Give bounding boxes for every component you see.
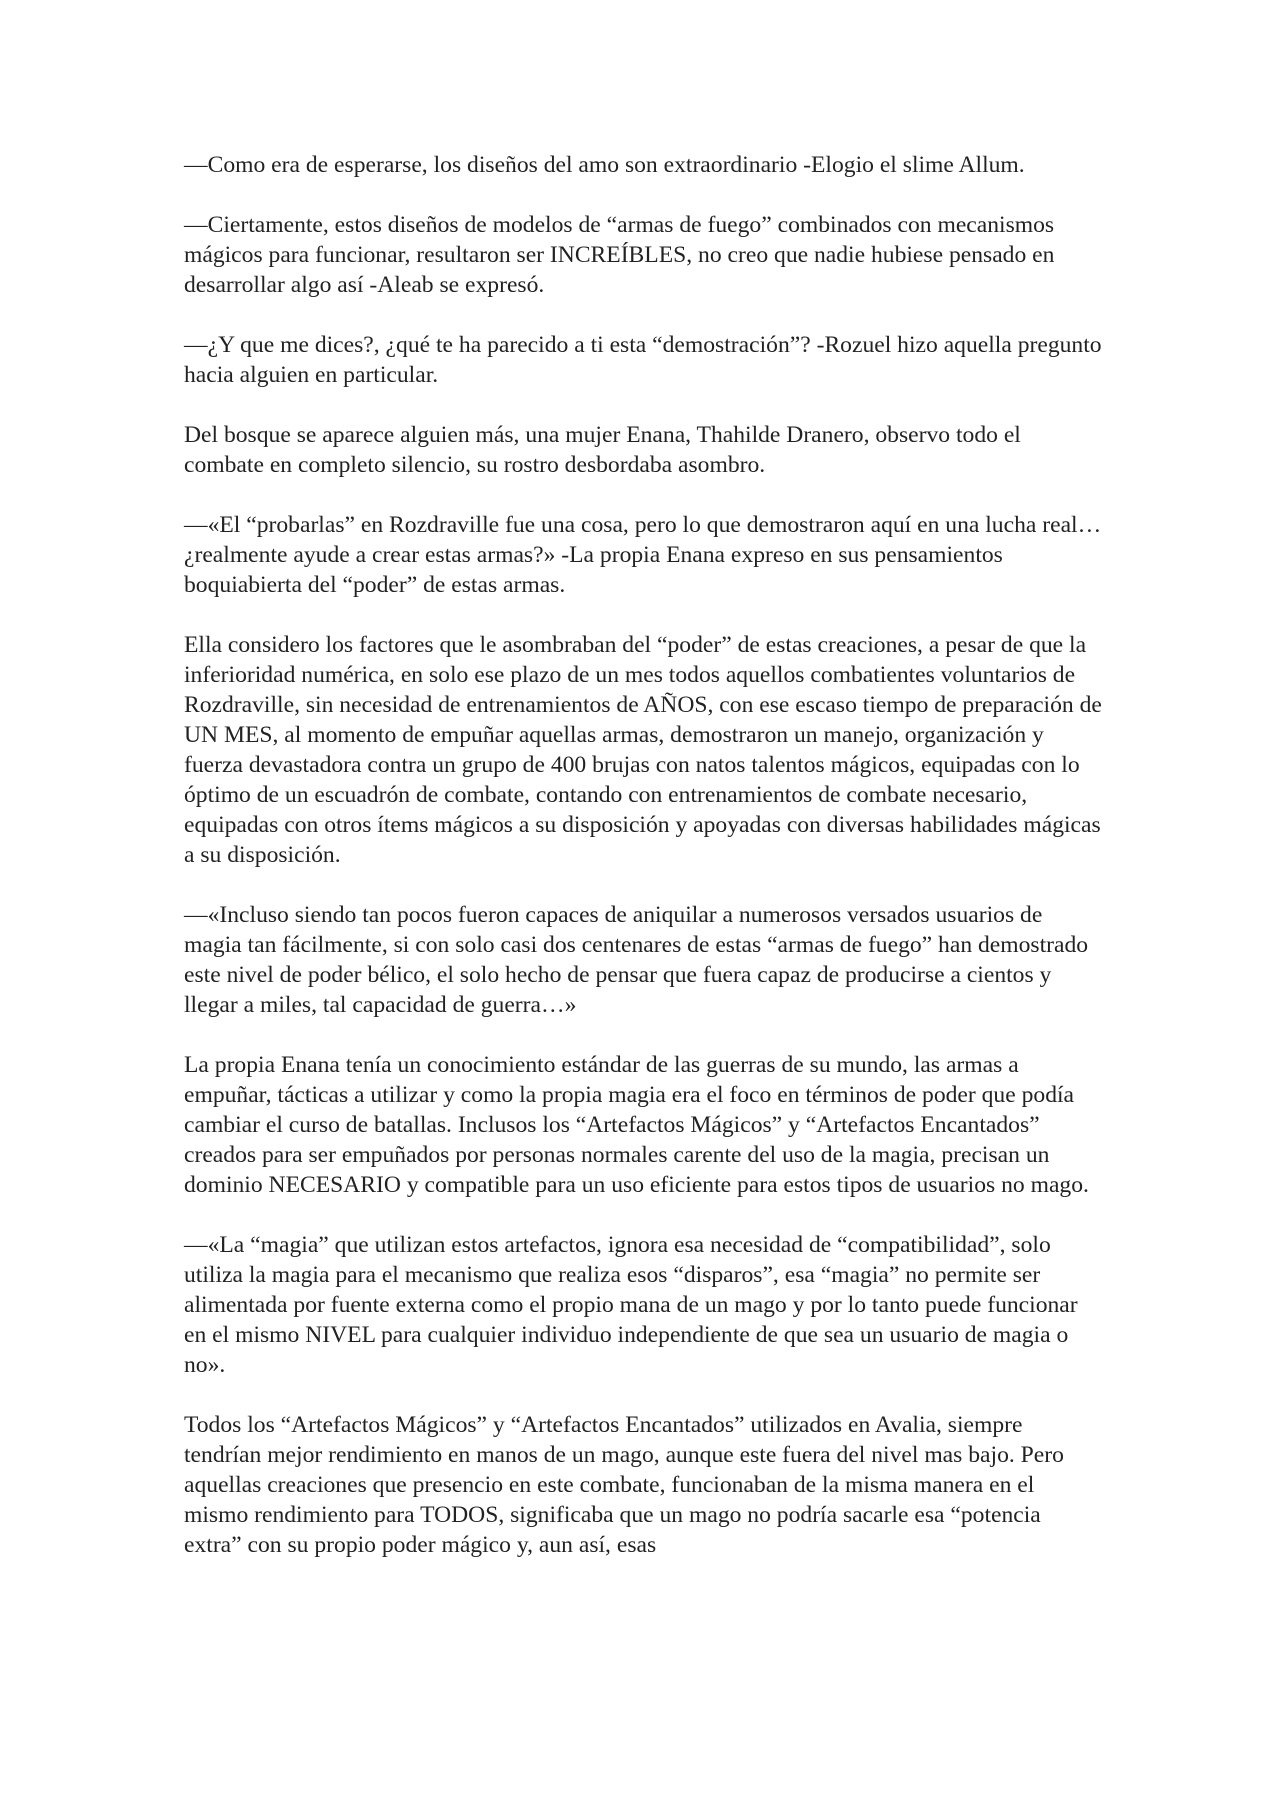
paragraph-3: —¿Y que me dices?, ¿qué te ha parecido a ti esta “demostración”? -Rozuel hizo aquella pregunto hacia alguien en particular. <box>184 332 1102 388</box>
paragraph-8: La propia Enana tenía un conocimiento estándar de las guerras de su mundo, las armas a empuñar, tácticas a utilizar y como la propia magia era el foco en términos de poder que podía cambiar el curso de batallas. Inclusos los “Artefactos Mágicos” y “Artefactos Encantados” creados para ser empuñados por personas normales carente del uso de la magia, precisan un dominio NECESARIO y compatible para un uso eficiente para estos tipos de usuarios no mago. <box>184 1052 1089 1198</box>
paragraph-2: —Ciertamente, estos diseños de modelos de “armas de fuego” combinados con mecanismos mágicos para funcionar, resultaron ser INCREÍBLES, no creo que nadie hubiese pensado en desarrollar algo así -Aleab se expresó. <box>184 212 1055 298</box>
paragraph-6: Ella considero los factores que le asombraban del “poder” de estas creaciones, a pesar de que la inferioridad numérica, en solo ese plazo de un mes todos aquellos combatientes voluntarios de Rozdraville, sin necesidad de entrenamientos de AÑOS, con ese escaso tiempo de preparación de UN MES, al momento de empuñar aquellas armas, demostraron un manejo, organización y fuerza devastadora contra un grupo de 400 brujas con natos talentos mágicos, equipadas con lo óptimo de un escuadrón de combate, contando con entrenamientos de combate necesario, equipadas con otros ítems mágicos a su disposición y apoyadas con diversas habilidades mágicas a su disposición. <box>184 632 1102 868</box>
paragraph-10: Todos los “Artefactos Mágicos” y “Artefactos Encantados” utilizados en Avalia, siempre tendrían mejor rendimiento en manos de un mago, aunque este fuera del nivel mas bajo. Pero aquellas creaciones que presencio en este combate, funcionaban de la misma manera en el mismo rendimiento para TODOS, significaba que un mago no podría sacarle esa “potencia extra” con su propio poder mágico y, aun así, esas <box>184 1412 1064 1558</box>
paragraph-7: —«Incluso siendo tan pocos fueron capaces de aniquilar a numerosos versados usuarios de magia tan fácilmente, si con solo casi dos centenares de estas “armas de fuego” han demostrado este nivel de poder bélico, el solo hecho de pensar que fuera capaz de producirse a cientos y llegar a miles, tal capacidad de guerra…» <box>184 902 1089 1018</box>
paragraph-5: —«El “probarlas” en Rozdraville fue una cosa, pero lo que demostraron aquí en una lucha real… ¿realmente ayude a crear estas armas?» -La propia Enana expreso en sus pensamientos boquiabierta del “poder” de estas armas. <box>184 512 1102 598</box>
paragraph-4: Del bosque se aparece alguien más, una mujer Enana, Thahilde Dranero, observo todo el combate en completo silencio, su rostro desbordaba asombro. <box>184 422 1021 478</box>
document-page <box>184 150 1104 1560</box>
paragraph-1: —Como era de esperarse, los diseños del amo son extraordinario -Elogio el slime Allum. <box>184 152 1025 178</box>
paragraph-9: —«La “magia” que utilizan estos artefactos, ignora esa necesidad de “compatibilidad”, solo utiliza la magia para el mecanismo que realiza esos “disparos”, esa “magia” no permite ser alimentada por fuente externa como el propio mana de un mago y por lo tanto puede funcionar en el mismo NIVEL para cualquier individuo independiente de que sea un usuario de magia o no». <box>184 1232 1078 1378</box>
